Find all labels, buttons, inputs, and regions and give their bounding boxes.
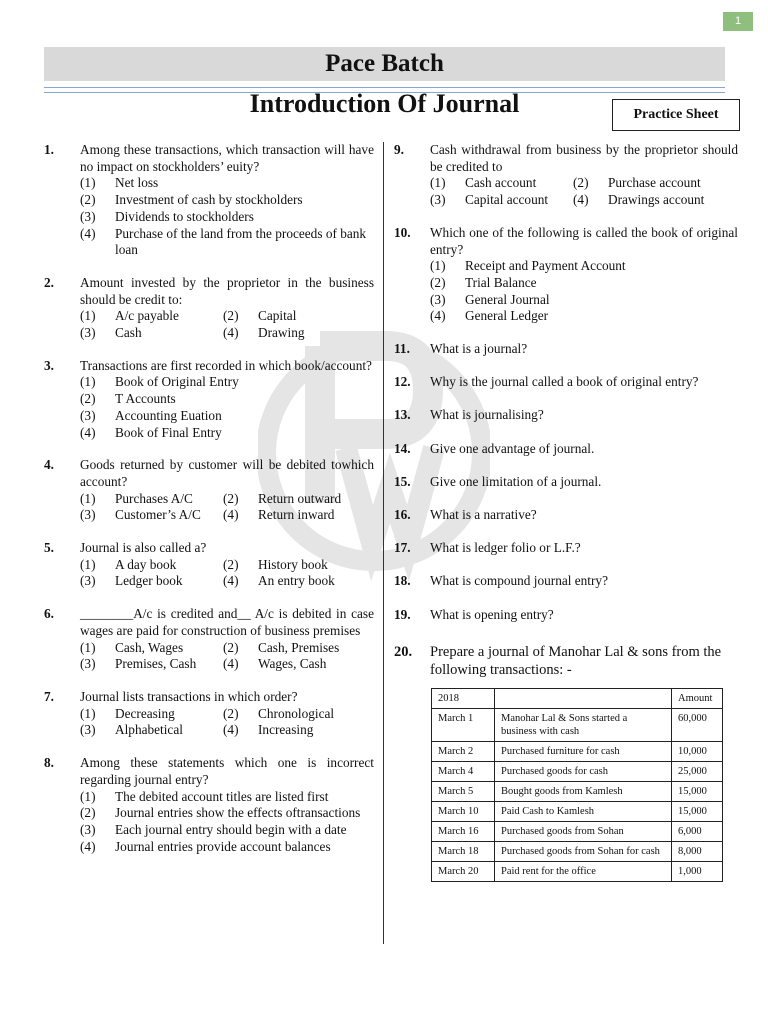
particulars-header: [495, 689, 672, 709]
option-row: (1) Purchases A/C (2) Return outward: [80, 490, 342, 506]
option-row: (1) A/c payable (2) Capital: [80, 308, 297, 324]
table-row: March 2 Purchased furniture for cash 10,000: [432, 742, 723, 762]
page-number: 1: [723, 12, 753, 31]
question-number: 1.: [44, 142, 54, 157]
question-16: 16. What is a narrative?: [394, 507, 738, 524]
question-8: [44, 755, 374, 855]
question-number: 8.: [44, 755, 54, 771]
left-column: [44, 142, 374, 855]
question-18: 18. What is compound journal entry?: [394, 573, 738, 590]
question-text: What is compound journal entry?: [430, 573, 608, 589]
question-number: 7.: [44, 688, 54, 704]
column-divider: [383, 142, 384, 944]
question-text: Cash withdrawal from business by the proprietor should be credited to: [430, 142, 738, 174]
transactions-table: [431, 688, 723, 882]
question-17: 17. What is ledger folio or L.F.?: [394, 540, 738, 557]
option: (3) General Journal: [430, 291, 550, 307]
question-text: What is opening entry?: [430, 606, 554, 622]
question-number: 20.: [394, 644, 413, 661]
option-row: (1) Cash account (2) Purchase account: [430, 175, 701, 191]
question-number: 2.: [44, 274, 54, 290]
option: (1) Book of Original Entry: [80, 374, 239, 390]
question-text: Prepare a journal of Manohar Lal & sons from the following transactions: -: [430, 644, 722, 679]
option-row: (3) Customer’s A/C (4) Return inward: [80, 507, 335, 523]
question-text: Give one advantage of journal.: [430, 440, 595, 456]
question-3: [44, 358, 374, 442]
question-10: [394, 225, 738, 325]
question-20: [394, 643, 738, 679]
question-text: Which one of the following is called the book of original entry?: [430, 224, 738, 257]
question-text: ________A/c is credited and__ A/c is debited in case wages are paid for construction of business premises: [80, 606, 374, 638]
option-row: (1) Cash, Wages (2) Cash, Premises: [80, 639, 340, 655]
question-14: 14. Give one advantage of journal.: [394, 441, 738, 458]
question-number: 6.: [44, 606, 54, 622]
question-text: Journal is also called a?: [80, 540, 207, 556]
question-text: Transactions are first recorded in which book/account?: [80, 357, 372, 373]
option: (1) Receipt and Payment Account: [430, 258, 626, 274]
batch-title: Pace Batch: [44, 47, 725, 81]
option: (2) T Accounts: [80, 391, 176, 407]
table-row: March 18 Purchased goods from Sohan for cash 8,000: [432, 842, 723, 862]
year-header: 2018: [432, 689, 495, 709]
question-text: Give one limitation of a journal.: [430, 473, 602, 489]
question-19: 19. What is opening entry?: [394, 607, 738, 624]
question-text: Among these statements which one is incorrect regarding journal entry?: [80, 755, 374, 787]
table-row: March 16 Purchased goods from Sohan 6,000: [432, 822, 723, 842]
option-row: (1) A day book (2) History book: [80, 556, 328, 572]
table-row: March 4 Purchased goods for cash 25,000: [432, 762, 723, 782]
option: (1) Net loss: [80, 175, 159, 191]
table-row: March 10 Paid Cash to Kamlesh 15,000: [432, 802, 723, 822]
option-row: (3) Alphabetical (4) Increasing: [80, 722, 314, 738]
question-9: [394, 142, 738, 209]
option: (3) Dividends to stockholders: [80, 208, 254, 224]
question-4: [44, 457, 374, 524]
table-row: March 5 Bought goods from Kamlesh 15,000: [432, 782, 723, 802]
option: (4) General Ledger: [430, 308, 549, 324]
question-number: 4.: [44, 457, 54, 473]
option: (4) Book of Final Entry: [80, 424, 222, 440]
option-row: (3) Ledger book (4) An entry book: [80, 573, 335, 589]
option: (4) Journal entries provide account balances: [80, 838, 331, 854]
question-text: What is a journal?: [430, 341, 528, 357]
question-1: [44, 142, 374, 259]
question-6: [44, 606, 374, 673]
option: (2) Investment of cash by stockholders: [80, 192, 303, 208]
question-7: [44, 689, 374, 739]
question-text: What is ledger folio or L.F.?: [430, 540, 581, 556]
question-number: 10.: [394, 224, 411, 240]
option-row: (3) Cash (4) Drawing: [80, 325, 305, 341]
option: (3) Each journal entry should begin with a date: [80, 821, 347, 837]
question-12: 12. Why is the journal called a book of original entry?: [394, 374, 738, 391]
question-text: Among these transactions, which transaction will have no impact on stockholders’ euity?: [80, 142, 374, 174]
amount-header: Amount: [672, 689, 723, 709]
option: (2) Journal entries show the effects oftransactions: [80, 805, 361, 821]
question-text: What is journalising?: [430, 407, 544, 423]
option: (3) Accounting Euation: [80, 407, 222, 423]
option: (1) The debited account titles are listed first: [80, 788, 329, 804]
question-number: 9.: [394, 142, 404, 157]
question-number: 5.: [44, 540, 54, 556]
option-row: (3) Premises, Cash (4) Wages, Cash: [80, 656, 327, 672]
question-number: 3.: [44, 357, 54, 373]
option-row: (1) Decreasing (2) Chronological: [80, 705, 335, 721]
question-text: Amount invested by the proprietor in the business should be credit to:: [80, 274, 374, 307]
practice-sheet-label: Practice Sheet: [612, 99, 740, 131]
question-5: [44, 540, 374, 590]
question-11: 11. What is a journal?: [394, 341, 738, 358]
question-text: Goods returned by customer will be debited towhich account?: [80, 457, 374, 489]
table-row: March 20 Paid rent for the office 1,000: [432, 862, 723, 882]
option: (2) Trial Balance: [430, 274, 537, 290]
question-13: 13. What is journalising?: [394, 407, 738, 424]
page-title: Introduction Of Journal: [249, 89, 520, 118]
option: (4) Purchase of the land from the proceeds of bank loan: [80, 225, 367, 258]
right-column: [394, 142, 738, 679]
header-rule: [44, 87, 725, 88]
table-row: March 1 Manohar Lal & Sons started a business with cash 60,000: [432, 709, 723, 742]
table-header-row: [432, 689, 723, 709]
question-text: Why is the journal called a book of original entry?: [430, 374, 699, 390]
question-15: 15. Give one limitation of a journal.: [394, 474, 738, 491]
question-text: What is a narrative?: [430, 507, 537, 523]
question-text: Journal lists transactions in which order?: [80, 688, 298, 704]
question-2: [44, 275, 374, 342]
option-row: (3) Capital account (4) Drawings account: [430, 192, 705, 208]
